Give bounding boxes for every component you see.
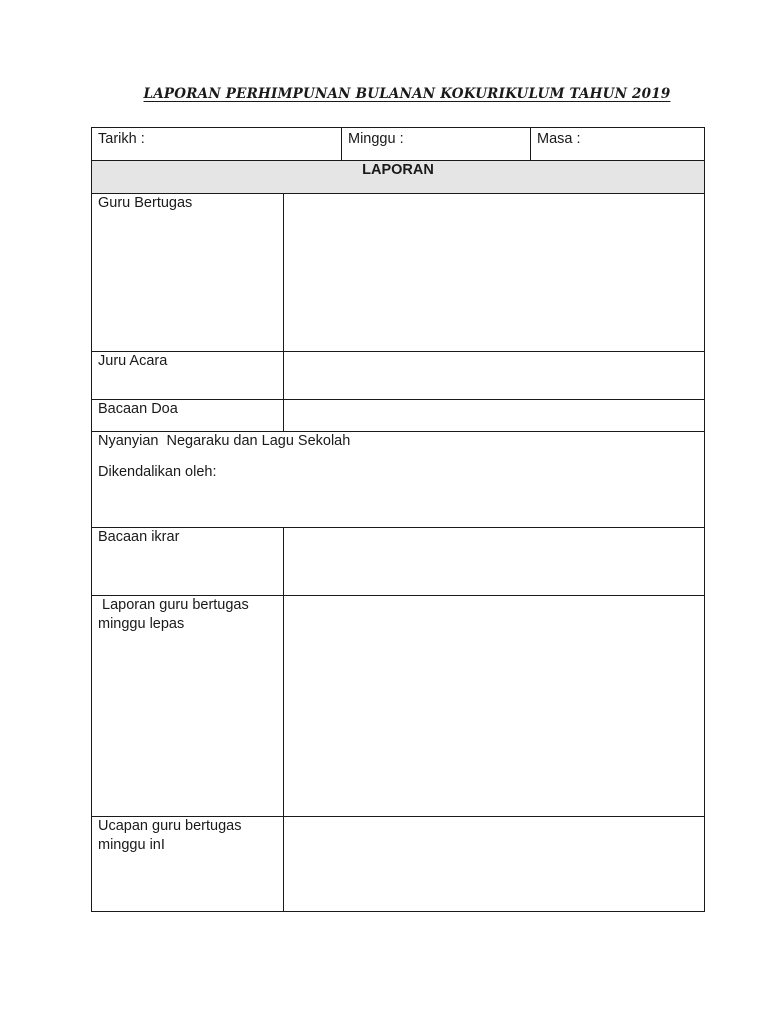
laporan-section-header — [91, 160, 705, 194]
nyanyian-cell[interactable] — [91, 431, 705, 528]
laporan-minggu-lepas-label-cell — [91, 595, 284, 817]
laporan-minggu-lepas-line2: minggu lepas — [98, 616, 185, 632]
guru-bertugas-label: Guru Bertugas — [98, 195, 193, 211]
juru-acara-input-cell[interactable] — [283, 351, 705, 400]
bacaan-ikrar-label: Bacaan ikrar — [98, 529, 180, 545]
ucapan-minggu-ini-line2: minggu inI — [98, 837, 165, 853]
laporan-minggu-lepas-line1: Laporan guru bertugas — [98, 597, 249, 613]
tarikh-label: Tarikh : — [98, 131, 145, 147]
guru-bertugas-input-cell[interactable] — [283, 193, 705, 352]
laporan-section-title: LAPORAN — [362, 162, 434, 178]
minggu-cell[interactable] — [341, 127, 531, 161]
ucapan-minggu-ini-label-cell — [91, 816, 284, 912]
ucapan-minggu-ini-input-cell[interactable] — [283, 816, 705, 912]
document-title: LAPORAN PERHIMPUNAN BULANAN KOKURIKULUM TAHUN 2019 — [143, 86, 671, 102]
masa-cell[interactable] — [530, 127, 705, 161]
dikendalikan-oleh-label: Dikendalikan oleh: — [98, 464, 217, 480]
juru-acara-label-cell — [91, 351, 284, 400]
bacaan-ikrar-input-cell[interactable] — [283, 527, 705, 596]
laporan-minggu-lepas-input-cell[interactable] — [283, 595, 705, 817]
bacaan-doa-label: Bacaan Doa — [98, 401, 178, 417]
ucapan-minggu-ini-line1: Ucapan guru bertugas — [98, 818, 242, 834]
tarikh-cell[interactable] — [91, 127, 342, 161]
bacaan-doa-input-cell[interactable] — [283, 399, 705, 432]
masa-label: Masa : — [537, 131, 581, 147]
bacaan-doa-label-cell — [91, 399, 284, 432]
juru-acara-label: Juru Acara — [98, 353, 168, 369]
nyanyian-label: Nyanyian Negaraku dan Lagu Sekolah — [98, 433, 351, 449]
guru-bertugas-label-cell — [91, 193, 284, 352]
minggu-label: Minggu : — [348, 131, 404, 147]
bacaan-ikrar-label-cell — [91, 527, 284, 596]
